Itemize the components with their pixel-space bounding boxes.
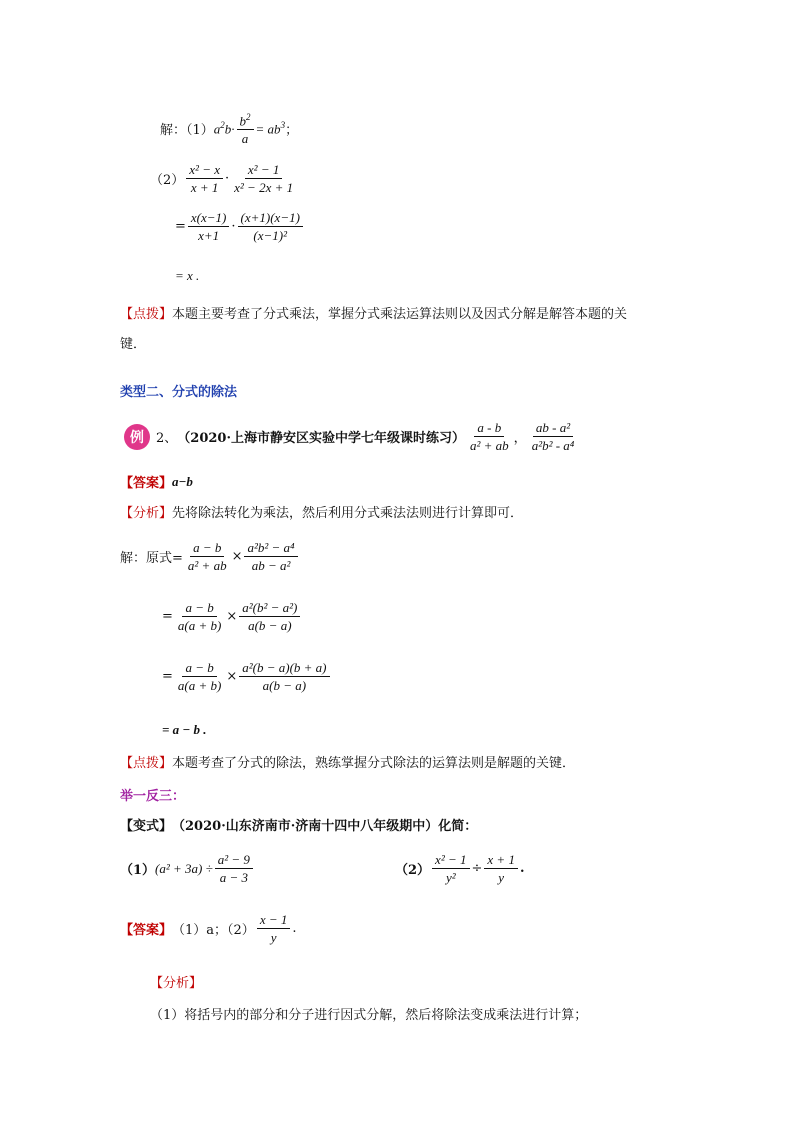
solution-1-fraction: $\frac{b^2}{a}$ (237, 110, 254, 146)
variant-part-2-divide: ÷ (471, 861, 483, 876)
answer-3-tag: 【答案】 (120, 923, 173, 938)
analysis-2-tag: 【分析】 (120, 506, 173, 521)
solution-1-label: 解：（1） (160, 122, 214, 138)
analysis-3 (150, 968, 587, 1032)
variant-part-1 (120, 852, 255, 885)
solution-1-result: = $ab^3$ (255, 119, 286, 136)
work-2-row-3-fraction-2: $\frac{\text{a²(b − a)(b + a)}}{a(b - a)}$ (239, 660, 329, 693)
analysis-2 (120, 502, 523, 521)
work-2-label: 解：原式= (120, 551, 183, 566)
solution-2-step-fraction-2: $\frac{(x+1)(x-1)}{\text{(x−1)²}}$ (238, 210, 303, 243)
analysis-2-text: 先将除法转化为乘法，然后利用分式乘法法则进行计算即可． (172, 506, 524, 521)
work-2-row-1: 解：原式= $\frac{a - b}{\text{a² + ab}}$ × $\frac{\text{a²b² − a⁴}}{\text{ab − a²}}$ (120, 540, 300, 573)
example-2-fraction-2: $\frac{\text{ab - a²}}{\text{a²b² - a⁴}}$ (531, 420, 575, 453)
work-2-row-1-fraction-2: $\frac{\text{a²b² − a⁴}}{\text{ab − a²}}$ (244, 540, 297, 573)
solution-1-a: $a^2b\cdot$ (213, 119, 235, 136)
tip-2-text: 本题考查了分式的除法，熟练掌握分式除法的运算法则是解题的关键． (172, 756, 576, 771)
variant-part-2-label: （2） (395, 863, 431, 878)
section-2-title: 类型二、分式的除法 (120, 385, 238, 400)
work-2-row-3: = $\frac{a - b}{a(a + b)}$ × $\frac{\text{a²(b − a)(b + a)}}{a(b - a)}$ (162, 660, 332, 693)
variant-part-2-fraction-2: $\frac{x + 1}{y}$ (484, 852, 518, 885)
answer-2-text: a−b (172, 473, 193, 489)
answer-2-tag: 【答案】 (120, 476, 173, 491)
work-2-row-2-fraction-1: $\frac{a - b}{a(a + b)}$ (177, 600, 222, 633)
answer-3-fraction: $\frac{x - 1}{y}$ (257, 912, 291, 945)
variant-text: （2020·山东济南市·济南十四中八年级期中）化简： (172, 819, 478, 834)
solution-2-step-fraction-1: $\frac{x(x-1)}{x+1}$ (188, 210, 229, 243)
analysis-3-tag: 【分析】 (150, 976, 203, 991)
answer-3-text: （1）a；（2） (172, 923, 255, 938)
variant-part-2 (395, 852, 524, 885)
tip-1 (120, 300, 680, 360)
work-2-result: = a − b . (162, 722, 207, 737)
variant-part-1-fraction: $\frac{\text{a² − 9}}{a - 3}$ (215, 852, 253, 885)
work-2-row-1-fraction-1: $\frac{a - b}{\text{a² + ab}}$ (187, 540, 227, 573)
variant-part-1-left: (a² + 3a) ÷ (155, 860, 213, 876)
tip-1-tag: 【点拨】 (120, 307, 173, 322)
work-2-row-2-fraction-2: $\frac{\text{a²(b² − a²)}}{a(b - a)}$ (239, 600, 300, 633)
variant-part-2-end: . (519, 861, 525, 876)
solution-2-label: （2） (150, 173, 185, 188)
example-2-number: 2、 (156, 431, 178, 446)
work-2-row-3-fraction-1: $\frac{a - b}{a(a + b)}$ (177, 660, 222, 693)
answer-2 (120, 472, 193, 491)
tip-1-text-2: 键． (120, 337, 147, 352)
tip-1-text: 本题主要考查了分式乘法，掌握分式乘法运算法则以及因式分解是解答本题的关 (172, 307, 628, 322)
practice-heading: 举一反三： (120, 789, 186, 804)
solution-2-result: = x . (175, 268, 200, 283)
solution-2-fraction-1: $\frac{\text{x² − x}}{x + 1}$ (186, 162, 223, 195)
variant-header (120, 815, 477, 834)
solution-1-end: ； (285, 122, 299, 138)
answer-3-end: . (292, 921, 297, 936)
example-2 (124, 420, 579, 453)
example-2-source: （2020·上海市静安区实验中学七年级课时练习） (177, 431, 465, 446)
variant-tag: 【变式】 (120, 819, 173, 834)
example-2-separator: ， (513, 431, 527, 446)
solution-1 (160, 110, 298, 146)
example-2-fraction-1: $\frac{a - b}{\text{a² + ab}}$ (470, 420, 509, 453)
tip-2-tag: 【点拨】 (120, 756, 173, 771)
work-2-row-2: = $\frac{a - b}{a(a + b)}$ × $\frac{\text{a²(b² − a²)}}{a(b - a)}$ (162, 600, 302, 633)
example-badge: 例 (124, 424, 150, 450)
solution-2-line-2: = $\frac{x(x-1)}{x+1}$ · $\frac{(x+1)(x-1)}{\text{(x−1)²}}$ (175, 210, 305, 243)
answer-3 (120, 912, 297, 945)
variant-part-2-fraction-1: $\frac{\text{x² − 1}}{\text{y²}}$ (432, 852, 469, 885)
solution-2-fraction-2: $\frac{\text{x² − 1}}{\text{x² − 2x + 1}}$ (234, 162, 294, 195)
analysis-3-text: （1）将括号内的部分和分子进行因式分解，然后将除法变成乘法进行计算； (150, 1008, 588, 1023)
tip-2 (120, 752, 575, 771)
solution-2-line-1: （2） $\frac{\text{x² − x}}{x + 1}$ · $\frac{\text{x² − 1}}{\text{x² − 2x + 1}}$ (150, 162, 298, 195)
variant-part-1-label: （1） (120, 863, 156, 878)
